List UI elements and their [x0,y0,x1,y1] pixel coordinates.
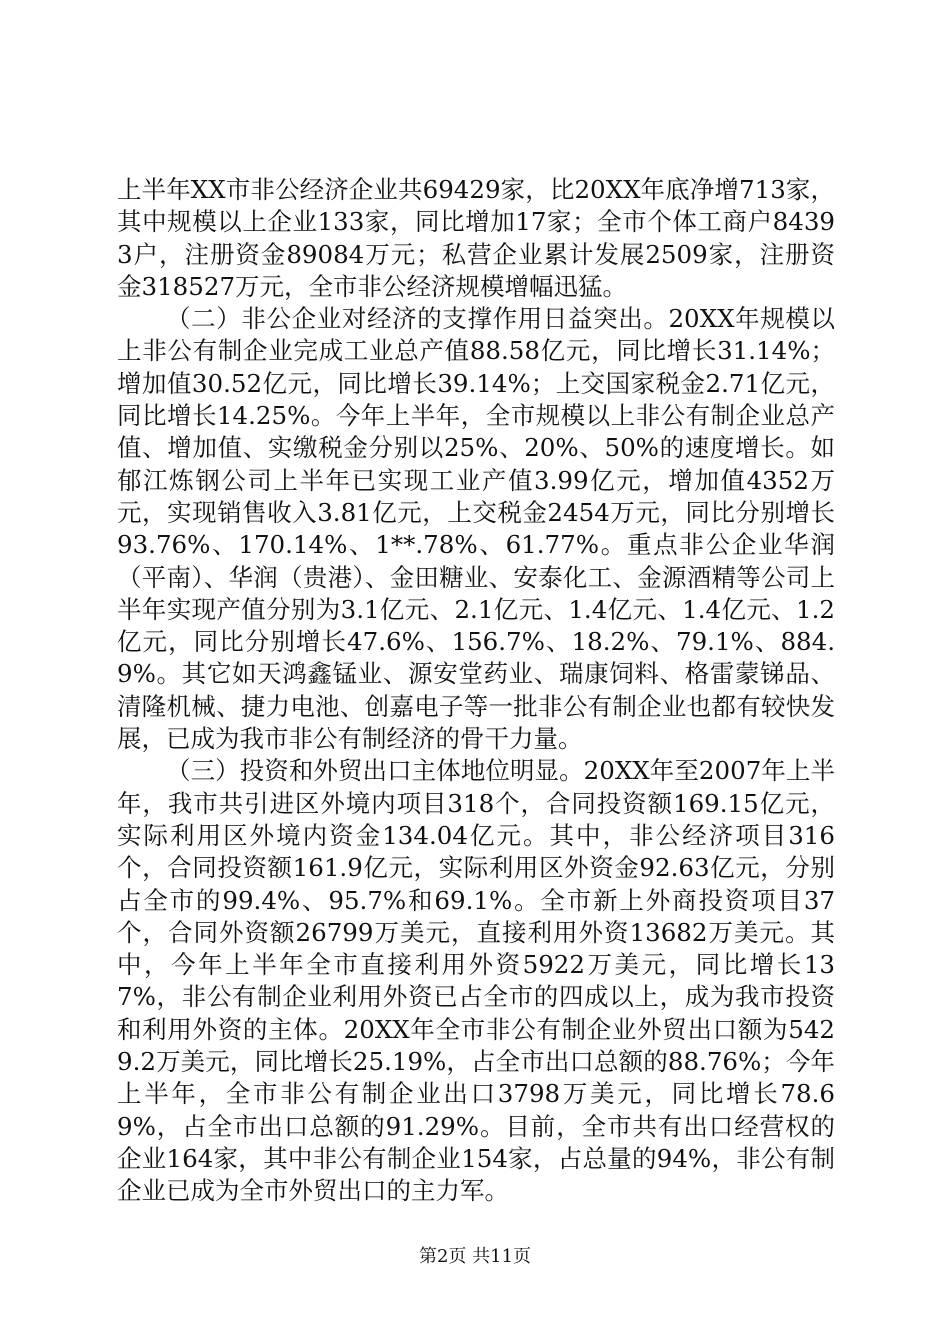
paragraph-3: （三）投资和外贸出口主体地位明显。20XX年至2007年上半年，我市共引进区外境内项目318个，合同投资额169.15亿元，实际利用区外境内资金134.04亿元。其中，非公经济项目316个，合同投资额161.9亿元，实际利用区外资金92.63亿元，分别占全市的99.4%、95.7%和69.1%。全市新上外商投资项目37个，合同外资额26799万美元，直接利用外资13682万美元。其中，今年上半年全市直接利用外资5922万美元，同比增长137%，非公有制企业利用外资已占全市的四成以上，成为我市投资和利用外资的主体。20XX年全市非公有制企业外贸出口额为5429.2万美元，同比增长25.19%，占全市出口总额的88.76%；今年上半年，全市非公有制企业出口3798万美元，同比增长78.69%，占全市出口总额的91.29%。目前，全市共有出口经营权的企业164家，其中非公有制企业154家，占总量的94%，非公有制企业已成为全市外贸出口的主力军。 [117,756,835,1206]
paragraph-2: （二）非公企业对经济的支撑作用日益突出。20XX年规模以上非公有制企业完成工业总产值88.58亿元，同比增长31.14%；增加值30.52亿元，同比增长39.14%；上交国家税金2.71亿元，同比增长14.25%。今年上半年，全市规模以上非公有制企业总产值、增加值、实缴税金分别以25%、20%、50%的速度增长。如郁江炼钢公司上半年已实现工业产值3.99亿元，增加值4352万元，实现销售收入3.81亿元，上交税金2454万元，同比分别增长93.76%、170.14%、1**.78%、61.77%。重点非公企业华润（平南）、华润（贵港）、金田糖业、安泰化工、金源酒精等公司上半年实现产值分别为3.1亿元、2.1亿元、1.4亿元、1.4亿元、1.2亿元，同比分别增长47.6%、156.7%、18.2%、79.1%、884.9%。其它如天鸿鑫锰业、源安堂药业、瑞康饲料、格雷蒙锑品、清隆机械、捷力电池、创嘉电子等一批非公有制企业也都有较快发展，已成为我市非公有制经济的骨干力量。 [117,304,835,754]
page-footer: 第2页 共11页 [418,1246,532,1267]
document-body [117,174,835,1208]
paragraph-1: 上半年XX市非公经济企业共69429家，比20XX年底净增713家，其中规模以上企业133家，同比增加17家；全市个体工商户84393户，注册资金89084万元；私营企业累计发展2509家，注册资金318527万元，全市非公经济规模增幅迅猛。 [117,175,835,301]
